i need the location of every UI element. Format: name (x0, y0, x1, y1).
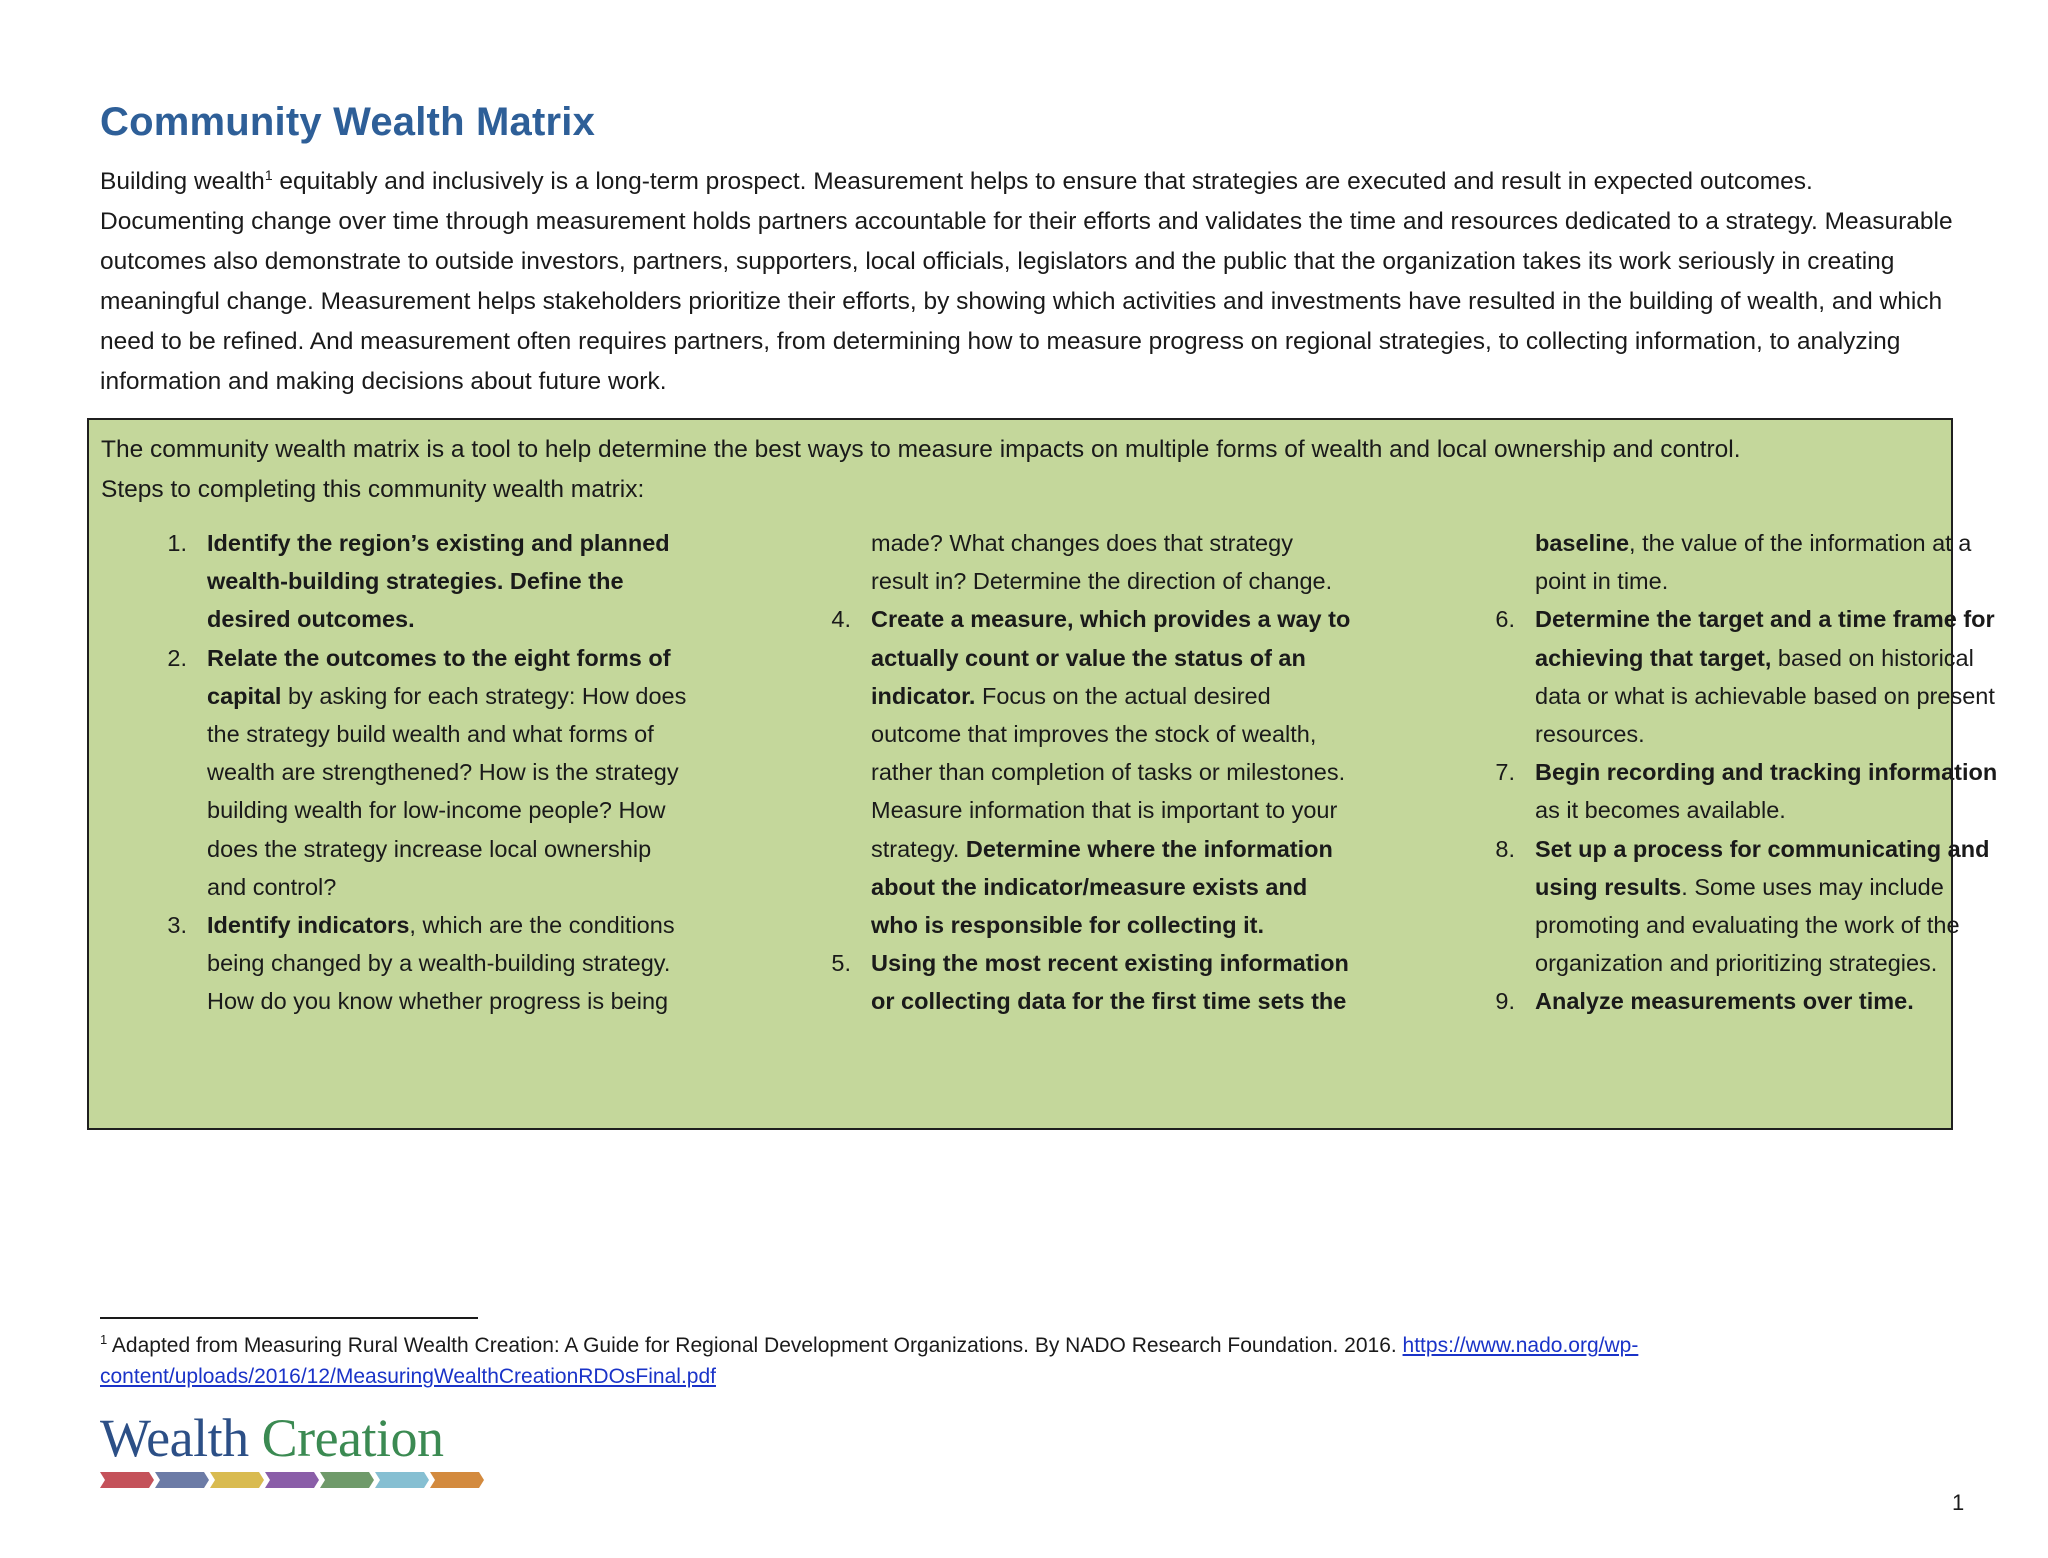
step-bold-text: Identify indicators (207, 912, 410, 939)
step-text: Focus on the actual desired outcome that improves the stock of wealth, rather than completion of tasks or milestones. Measure information that is important to your strategy. (871, 682, 1346, 862)
step-item-8 (1467, 830, 2019, 983)
step-item-1 (139, 524, 691, 639)
logo-chevron-3 (210, 1472, 264, 1488)
logo-chevron-1 (100, 1472, 154, 1488)
logo-wordmark (100, 1408, 490, 1468)
intro-body: equitably and inclusively is a long-term prospect. Measurement helps to ensure that strategies are executed and result in expected outcomes. Documenting change over time through measurement holds partners accountable for their efforts and validates the time and resources dedicated to a strategy. Measurable outcomes also demonstrate to outside investors, partners, supporters, local officials, legislators and the public that the organization takes its work seriously in creating meaningful change. Measurement helps stakeholders prioritize their efforts, by showing which activities and investments have resulted in the building of wealth, and which need to be refined. And measurement often requires partners, from determining how to measure progress on regional strategies, to collecting information, to analyzing information and making decisions about future work. (100, 168, 1953, 395)
step-item-7 (1467, 753, 2019, 829)
step-number: 2. (167, 644, 187, 671)
step-bold-text: Identify the region’s existing and planned wealth-building strategies. Define the desired outcomes. (207, 530, 670, 633)
intro-paragraph (100, 162, 1960, 402)
logo-chevron-bar-icon (100, 1470, 485, 1490)
step-number: 1. (167, 530, 187, 556)
step-bold-text: Create a measure, which provides a way to actually count or value the status of an indicator. (871, 606, 1351, 709)
step-number: 9. (1495, 988, 1515, 1015)
step-number: 7. (1495, 759, 1515, 786)
step-number: 4. (831, 606, 851, 633)
logo-chevron-7 (430, 1472, 484, 1488)
step-bold-text: Set up a process for communicating and using results (1535, 835, 1990, 900)
step-text: based on historical data or what is achievable based on present resources. (1535, 644, 1995, 748)
step-text: as it becomes available. (1535, 797, 1786, 824)
logo-word-creation: Creation (261, 1408, 444, 1468)
logo-word-wealth: Wealth (100, 1408, 249, 1468)
logo-chevron-5 (320, 1472, 374, 1488)
footnote-separator (100, 1317, 478, 1319)
step-number: 5. (831, 950, 851, 977)
step-bold-text-2: Determine where the information about the indicator/measure exists and who is responsible for collecting it. (871, 835, 1333, 939)
matrix-steps-box (87, 418, 1998, 1130)
intro-lead: Building wealth (100, 168, 265, 195)
step-item-2 (139, 639, 691, 906)
matrix-box-intro-line-2: Steps to completing this community wealth matrix: (101, 476, 645, 503)
step-bold-text: Begin recording and tracking information (1535, 759, 1998, 786)
step-bold-text: Determine the target and a time frame for achieving that target, (1535, 606, 1995, 671)
page-title: Community Wealth Matrix (100, 100, 596, 144)
step-text: , which are the conditions being changed by a wealth-building strategy. How do you know whether progress is being made? What changes does that strategy result in? Determine the direction of change. (207, 530, 1333, 1015)
logo-chevron-4 (265, 1472, 319, 1488)
footnote (100, 1330, 1900, 1392)
footnote-link[interactable]: https://www.nado.org/wp-content/uploads/2016/12/MeasuringWealthCreationRDOsFinal.pdf (100, 1334, 1639, 1388)
step-text: , the value of the information at a point in time. (1535, 530, 1972, 595)
matrix-box-intro (101, 430, 1939, 510)
matrix-box-intro-line-1: The community wealth matrix is a tool to help determine the best ways to measure impacts on multiple forms of wealth and local ownership and control. (101, 436, 1741, 463)
steps-list (139, 524, 2019, 1064)
step-number: 3. (167, 912, 187, 939)
step-number: 8. (1495, 835, 1515, 862)
step-item-9 (1467, 982, 2019, 1020)
step-text: by asking for each strategy: How does the strategy build wealth and what forms of wealth are strengthened? How is the strategy building wealth for low-income people? How does the strategy increase local ownership and control? (207, 682, 687, 900)
page-number: 1 (1952, 1490, 1965, 1515)
step-item-4 (803, 600, 1355, 944)
step-item-6 (1467, 600, 2019, 753)
wealth-creation-logo (100, 1408, 490, 1490)
footnote-marker: 1 (100, 1332, 108, 1347)
step-number: 6. (1495, 606, 1515, 633)
step-bold-text: Analyze measurements over time. (1535, 988, 1914, 1015)
step-bold-text: Using the most recent existing information or collecting data for the first time sets the baseline (871, 530, 1630, 1015)
footnote-reference[interactable]: 1 (264, 166, 273, 183)
logo-chevron-2 (155, 1472, 209, 1488)
footnote-text: Adapted from Measuring Rural Wealth Creation: A Guide for Regional Development Organizations. By NADO Research Foundation. 2016. (107, 1334, 1403, 1357)
step-text: . Some uses may include promoting and evaluating the work of the organization and prioritizing strategies. (1535, 873, 1960, 977)
step-bold-text: Relate the outcomes to the eight forms of capital (207, 644, 671, 709)
logo-chevron-6 (375, 1472, 429, 1488)
